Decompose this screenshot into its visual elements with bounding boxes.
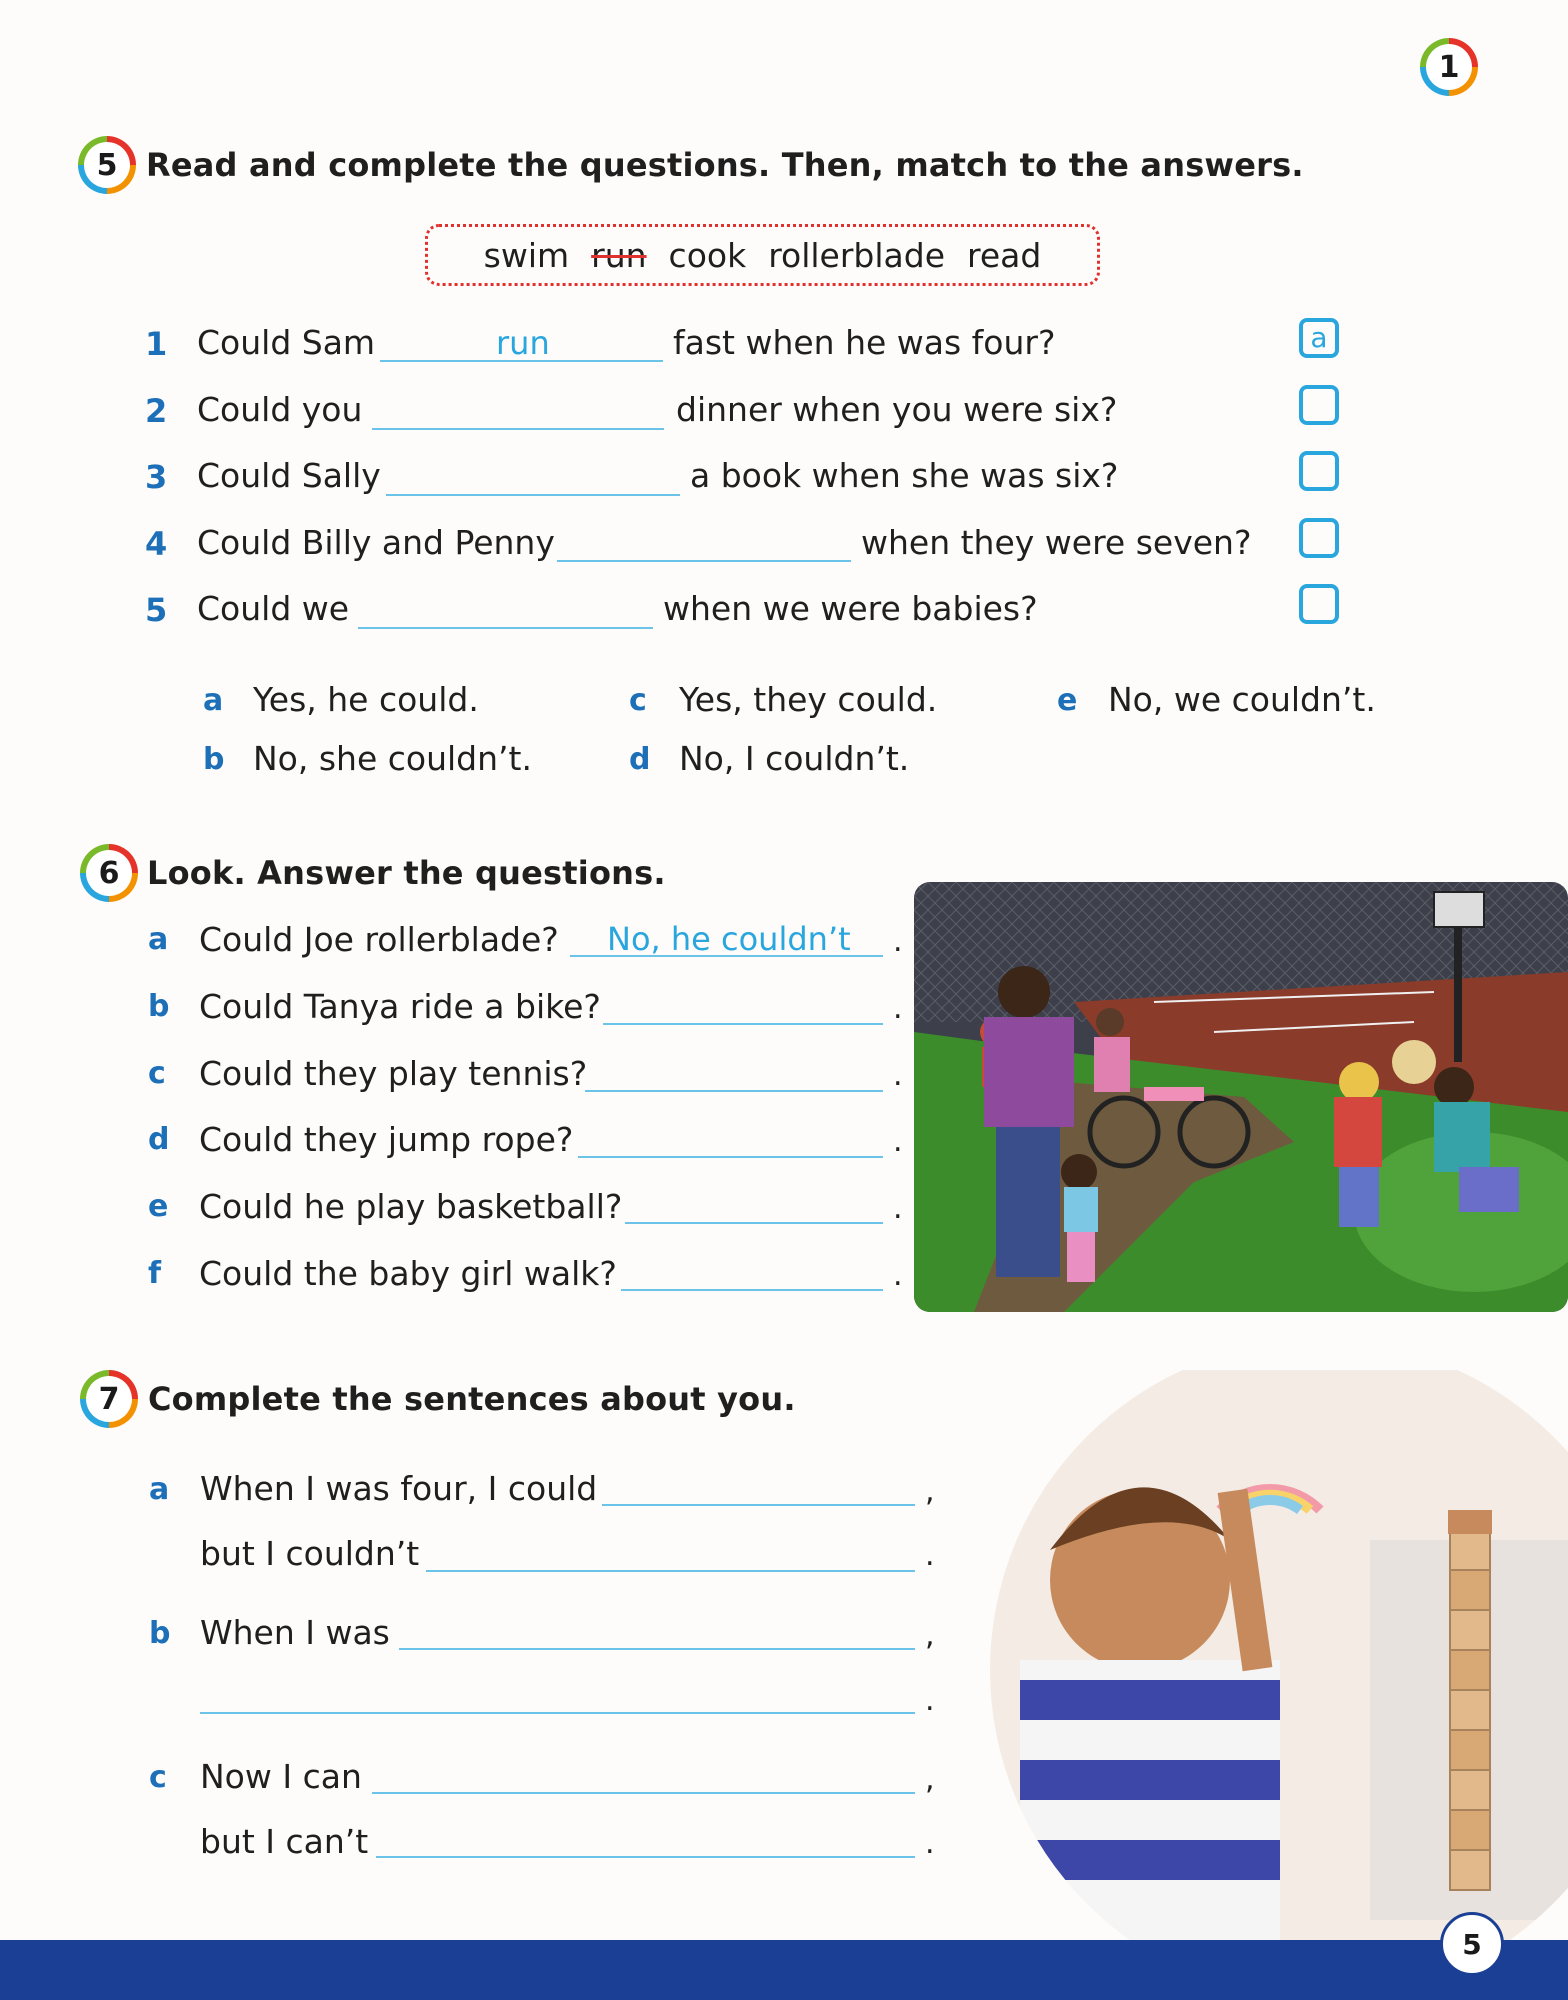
footer-bar — [0, 1940, 1568, 2000]
exercise-7-badge — [80, 1370, 138, 1428]
comma: , — [925, 1762, 935, 1797]
question-number: 2 — [145, 392, 168, 430]
filled-answer: run — [496, 324, 550, 362]
option-text: Yes, they could. — [679, 680, 938, 719]
boy-stacking-blocks-photo — [990, 1370, 1568, 1940]
answer-blank[interactable] — [399, 1648, 915, 1650]
answer-blank[interactable] — [578, 1156, 883, 1158]
period: . — [893, 1058, 903, 1093]
answer-blank[interactable] — [585, 1090, 883, 1092]
answer-blank[interactable] — [386, 494, 680, 496]
question-text: when they were seven? — [861, 523, 1252, 562]
question-letter: c — [148, 1056, 166, 1091]
exercise-7-instruction: Complete the sentences about you. — [148, 1380, 796, 1418]
period: . — [925, 1683, 935, 1718]
question-text: Could Sam — [197, 323, 376, 362]
period: . — [925, 1826, 935, 1861]
answer-blank[interactable] — [372, 428, 664, 430]
period: . — [893, 1124, 903, 1159]
unit-number: 1 — [1426, 44, 1472, 90]
question-text: Could Sally — [197, 456, 381, 495]
question-text: Could you — [197, 390, 363, 429]
option-text: No, she couldn’t. — [253, 739, 532, 778]
option-letter: e — [1057, 683, 1078, 718]
question-letter: b — [148, 989, 170, 1024]
prompt-text: When I was — [200, 1613, 390, 1652]
match-box[interactable] — [1299, 385, 1339, 425]
answer-blank[interactable] — [358, 627, 653, 629]
option-letter: d — [629, 742, 651, 777]
answer-blank[interactable] — [372, 1792, 915, 1794]
word-bank — [425, 224, 1100, 286]
question-text: when we were babies? — [663, 589, 1038, 628]
question-text: Could the baby girl walk? — [199, 1254, 617, 1293]
match-box[interactable]: a — [1299, 318, 1339, 358]
question-text: fast when he was four? — [673, 323, 1056, 362]
question-text: Could Joe rollerblade? — [199, 920, 559, 959]
unit-badge — [1420, 38, 1478, 96]
answer-blank[interactable] — [200, 1712, 915, 1714]
page-number: 5 — [1440, 1912, 1504, 1976]
word-bank-word: swim — [483, 235, 570, 275]
item-letter: a — [149, 1472, 170, 1507]
question-text: dinner when you were six? — [676, 390, 1118, 429]
answer-blank[interactable] — [625, 1222, 883, 1224]
word-bank-word-used: run — [591, 235, 647, 275]
prompt-text: When I was four, I could — [200, 1469, 598, 1508]
option-text: No, I couldn’t. — [679, 739, 910, 778]
item-letter: b — [149, 1616, 171, 1651]
match-box[interactable] — [1299, 518, 1339, 558]
question-number: 1 — [145, 325, 168, 363]
answer-blank[interactable] — [603, 1023, 883, 1025]
period: . — [893, 1258, 903, 1293]
answer-blank[interactable] — [376, 1856, 915, 1858]
exercise-5-number: 5 — [84, 142, 130, 188]
question-text: Could Tanya ride a bike? — [199, 987, 601, 1026]
answer-blank[interactable] — [602, 1504, 915, 1506]
word-bank-word: read — [967, 235, 1042, 275]
question-number: 4 — [145, 525, 168, 563]
park-illustration — [914, 882, 1568, 1312]
option-letter: a — [203, 683, 224, 718]
question-letter: d — [148, 1122, 170, 1157]
exercise-5-badge — [78, 136, 136, 194]
period: . — [925, 1538, 935, 1573]
question-letter: a — [148, 922, 169, 957]
exercise-6-badge — [80, 844, 138, 902]
period: . — [893, 1191, 903, 1226]
match-box[interactable] — [1299, 584, 1339, 624]
option-letter: b — [203, 742, 225, 777]
comma: , — [925, 1474, 935, 1509]
item-letter: c — [149, 1760, 167, 1795]
question-letter: e — [148, 1189, 169, 1224]
exercise-5-instruction: Read and complete the questions. Then, match to the answers. — [146, 146, 1304, 184]
question-text: Could he play basketball? — [199, 1187, 623, 1226]
question-text: Could they play tennis? — [199, 1054, 588, 1093]
question-letter: f — [148, 1256, 162, 1291]
match-box[interactable] — [1299, 451, 1339, 491]
prompt-text: but I can’t — [200, 1822, 369, 1861]
prompt-text: Now I can — [200, 1757, 362, 1796]
option-letter: c — [629, 683, 647, 718]
answer-blank[interactable] — [557, 560, 851, 562]
question-text: Could they jump rope? — [199, 1120, 574, 1159]
exercise-6-instruction: Look. Answer the questions. — [147, 854, 666, 892]
period: . — [893, 991, 903, 1026]
answer-blank[interactable] — [426, 1570, 915, 1572]
question-number: 5 — [145, 591, 168, 629]
answer-blank[interactable] — [621, 1289, 883, 1291]
exercise-6-number: 6 — [86, 850, 132, 896]
exercise-7-number: 7 — [86, 1376, 132, 1422]
question-text: Could we — [197, 589, 350, 628]
period: . — [893, 924, 903, 959]
question-text: Could Billy and Penny — [197, 523, 555, 562]
comma: , — [925, 1618, 935, 1653]
filled-answer: No, he couldn’t — [607, 920, 851, 958]
question-number: 3 — [145, 458, 168, 496]
option-text: No, we couldn’t. — [1108, 680, 1376, 719]
word-bank-word: rollerblade — [768, 235, 946, 275]
question-text: a book when she was six? — [690, 456, 1119, 495]
word-bank-word: cook — [668, 235, 747, 275]
option-text: Yes, he could. — [253, 680, 479, 719]
prompt-text: but I couldn’t — [200, 1534, 420, 1573]
